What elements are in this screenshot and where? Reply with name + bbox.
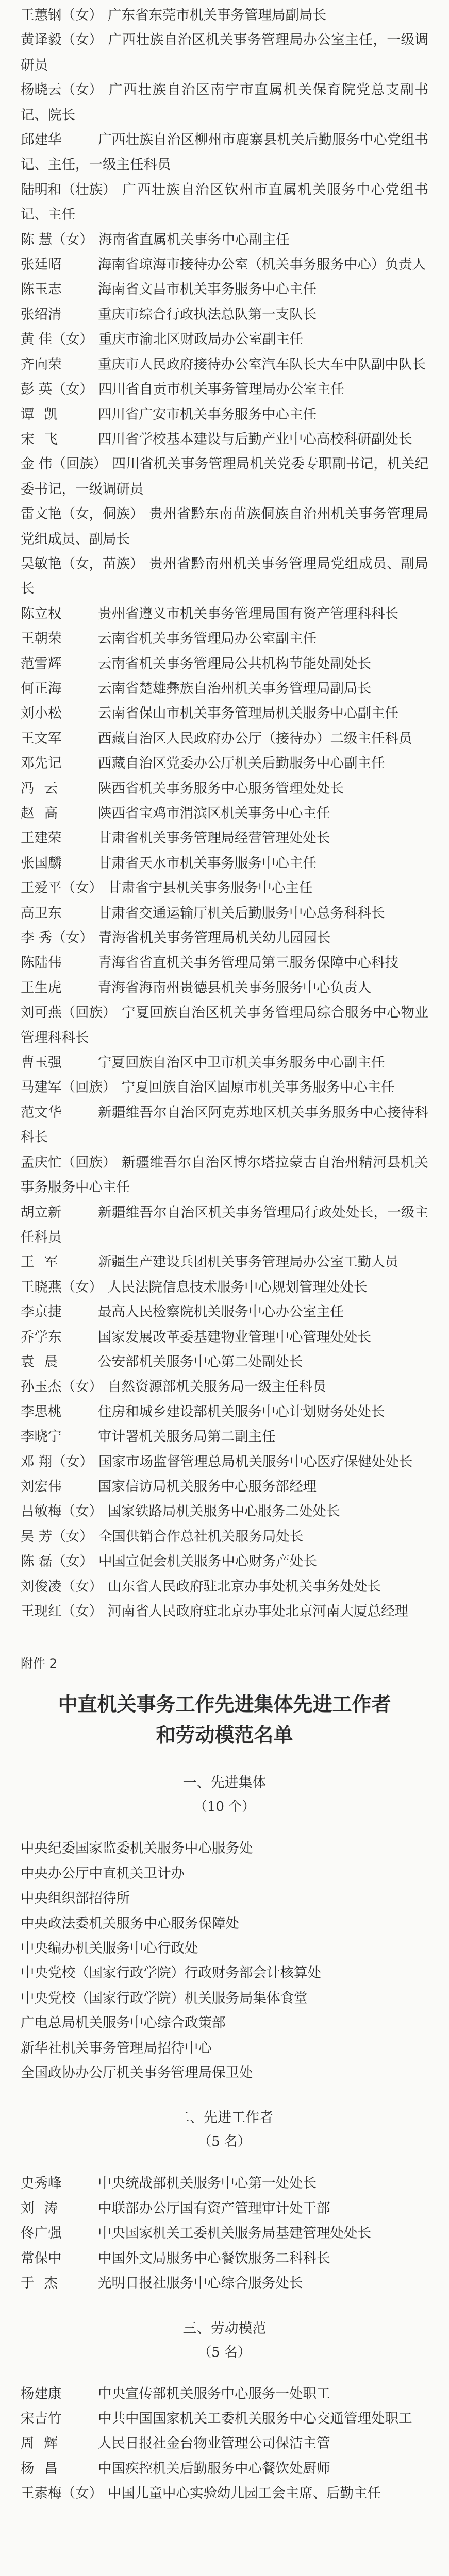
person-title: 陕西省宝鸡市渭滨区机关事务中心主任 [98,805,330,821]
person-name: 陈玉志 [21,281,62,298]
person-name: 马建军（回族） [21,1079,117,1096]
awardee-entry [21,602,428,626]
person-title: 云南省机关事务管理局公共机构节能处副处长 [98,655,371,672]
awardee-entry [21,1050,428,1075]
document-title-line-1: 中直机关事务工作先进集体先进工作者 [58,1693,391,1716]
awardee-entry [21,1001,428,1050]
person-title: 河南省人民政府驻北京办事处北京河南大厦总经理 [108,1603,408,1619]
awardee-entry [21,1150,428,1200]
worker-entry [21,2221,428,2246]
awardee-list [21,3,428,1624]
awardee-entry [21,1400,428,1425]
awardee-entry [21,352,428,377]
awardee-entry [21,427,428,452]
person-title: 甘肃省宁县机关事务服务中心主任 [108,880,313,896]
person-name: 常保中 [21,2250,62,2266]
person-title: 海南省琼海市接待办公室（机关事务服务中心）负责人 [98,257,426,273]
person-title: 国家铁路局机关服务中心服务二处处长 [108,1503,340,1520]
person-title: 光明日报社服务中心综合服务处长 [98,2275,303,2292]
person-name: 陈陆伟 [21,955,62,971]
person-title: 广西壮族自治区南宁市直属机关保育院党总支副书记、院长 [21,82,428,123]
person-title: 中共中国国家机关工委机关服务中心交通管理处职工 [98,2410,412,2427]
person-title: 贵州省黔东南苗族侗族自治州机关事务管理局党组成员、副局长 [21,506,428,547]
person-name: 吴敏艳（女，苗族） [21,555,144,572]
person-title: 中国宣促会机关服务中心财务产处长 [98,1553,317,1570]
awardee-entry [21,1599,428,1624]
person-name: 王 军 [21,1254,61,1270]
collective-unit: 中央组织部招待所 [21,1890,130,1907]
person-title: 西藏自治区人民政府办公厅（接待办）二级主任科员 [98,730,412,747]
person-title: 重庆市人民政府接待办公室汽车队长大车中队副中队长 [98,356,426,372]
person-title: 广西壮族自治区钦州市直属机关服务中心党组书记、主任 [21,181,428,223]
awardee-entry [21,452,428,502]
person-name: 金 伟（回族） [21,456,107,472]
person-name: 刘 涛 [21,2200,61,2216]
awardee-entry [21,1499,428,1524]
person-title: 四川省广安市机关事务服务中心主任 [98,406,317,422]
awardee-entry [21,3,428,28]
annex-label: 附件 2 [21,1656,57,1671]
person-title: 海南省直属机关事务中心副主任 [98,231,290,248]
person-title: 人民法院信息技术服务中心规划管理处处长 [108,1279,368,1295]
awardee-entry [21,1524,428,1549]
awardee-entry [21,28,428,78]
person-name: 吴 芳（女） [21,1528,93,1545]
awardee-entry [21,1250,428,1275]
awardee-entry [21,552,428,602]
person-name: 齐向荣 [21,356,62,372]
person-name: 陈 磊（女） [21,1553,93,1570]
awardee-entry [21,1100,428,1150]
awardee-entry [21,502,428,552]
person-title: 四川省机关事务管理局机关党委专职副书记，机关纪委书记，一级调研员 [21,456,428,497]
awardee-entry [21,1350,428,1375]
awardee-entry [21,801,428,826]
person-title: 国家发展改革委基建物业管理中心管理处处长 [98,1329,371,1345]
awardee-entry [21,652,428,676]
person-title: 新疆维吾尔自治区博尔塔拉蒙古自治州精河县机关事务服务中心主任 [21,1154,428,1196]
section-count-collectives: （10 个） [193,1799,256,1815]
awardee-entry [21,1325,428,1350]
person-name: 王现红（女） [21,1603,103,1619]
person-name: 谭 凯 [21,406,61,422]
collective-unit: 全国政协办公厅机关事务管理局保卫处 [21,2065,253,2081]
person-title: 新疆维吾尔自治区阿克苏地区机关事务服务中心接待科科长 [21,1104,428,1146]
person-name: 王生虎 [21,979,62,996]
person-title: 中央统战部机关服务中心第一处处长 [98,2175,317,2192]
person-title: 海南省文昌市机关事务服务中心主任 [98,281,317,298]
person-name: 袁 晨 [21,1353,61,1370]
awardee-entry [21,178,428,228]
person-title: 贵州省黔南州机关事务管理局党组成员、副局长 [21,555,428,597]
person-name: 胡立新 [21,1204,62,1221]
person-title: 西藏自治区党委办公厅机关后勤服务中心副主任 [98,755,385,772]
person-name: 赵 高 [21,805,61,821]
person-name: 邓先记 [21,755,62,772]
person-title: 云南省楚雄彝族自治州机关事务管理局副局长 [98,680,371,697]
awardee-entry [21,876,428,901]
person-name: 王晓燕（女） [21,1279,103,1295]
section-count-workers: （5 名） [198,2134,251,2150]
person-name: 宋吉竹 [21,2410,62,2427]
person-title: 中国疾控机关后勤服务中心餐饮处厨师 [98,2460,330,2477]
person-title: 青海省海南州贵德县机关事务服务中心负责人 [98,979,371,996]
awardee-entry [21,377,428,402]
awardee-entry [21,277,428,302]
person-name: 宋 飞 [21,431,61,447]
awardee-entry [21,1450,428,1475]
person-name: 王爱平（女） [21,880,103,896]
person-title: 最高人民检察院机关服务中心办公室主任 [98,1304,344,1320]
person-name: 陈立权 [21,605,62,622]
collective-unit: 中央政法委机关服务中心服务保障处 [21,1915,239,1931]
person-title: 重庆市综合行政执法总队第一支队长 [98,306,317,323]
awardee-entry [21,926,428,951]
awardee-entry [21,951,428,975]
person-name: 李京捷 [21,1304,62,1320]
person-title: 青海省省直机关事务管理局第三服务保障中心科技 [98,955,398,971]
section-heading-collectives: 一、先进集体 [182,1775,267,1791]
awardee-entry [21,1475,428,1499]
person-title: 广西壮族自治区柳州市鹿寨县机关后勤服务中心党组书记、主任，一级主任科员 [21,132,428,173]
labor-model-entry [21,2382,428,2406]
person-title: 公安部机关服务中心第二处副处长 [98,1353,303,1370]
labor-model-entry [21,2406,428,2431]
person-title: 云南省机关事务管理局办公室副主任 [98,631,317,647]
person-name: 王朝荣 [21,631,62,647]
worker-entry [21,2246,428,2271]
person-title: 自然资源部机关服务局一级主任科员 [108,1379,326,1395]
person-name: 陆明和（壮族） [21,181,117,198]
person-name: 李思桃 [21,1403,62,1420]
person-name: 邱建华 [21,132,62,148]
person-name: 史秀峰 [21,2175,62,2192]
person-title: 新疆维吾尔自治区机关事务管理局行政处处长，一级主任科员 [21,1204,428,1245]
person-name: 黄译毅（女） [21,32,103,48]
person-name: 曹玉强 [21,1055,62,1071]
person-title: 宁夏回族自治区机关事务管理局综合服务中心物业管理科科长 [21,1005,428,1046]
person-title: 宁夏回族自治区固原市机关事务服务中心主任 [121,1079,395,1096]
annex-2 [21,1652,428,2506]
person-title: 重庆市渝北区财政局办公室副主任 [98,331,304,348]
person-name: 何正海 [21,680,62,697]
awardee-entry [21,1574,428,1599]
labor-model-entry [21,2481,428,2506]
awardee-entry [21,78,428,128]
person-title: 宁夏回族自治区中卫市机关事务服务中心副主任 [98,1055,385,1071]
collective-unit: 中央办公厅中直机关卫计办 [21,1865,185,1882]
person-title: 中央宣传部机关服务中心服务一处职工 [98,2385,330,2402]
person-title: 住房和城乡建设部机关服务中心计划财务处处长 [98,1403,385,1420]
person-name: 邓 翔（女） [21,1453,93,1470]
awardee-entry [21,676,428,701]
collective-unit: 中央党校（国家行政学院）机关服务局集体食堂 [21,1990,308,2006]
person-title: 云南省保山市机关事务管理局机关服务中心副主任 [98,705,398,722]
awardee-entry [21,1300,428,1325]
awardee-entry [21,1200,428,1250]
person-title: 广西壮族自治区机关事务管理局办公室主任，一级调研员 [21,32,428,73]
person-name: 杨 昌 [21,2460,61,2477]
person-title: 中联部办公厅国有资产管理审计处干部 [98,2200,330,2216]
person-name: 张廷昭 [21,257,62,273]
document-title-line-2: 和劳动模范名单 [156,1724,293,1747]
worker-entry [21,2171,428,2196]
person-title: 山东省人民政府驻北京办事处机关事务处处长 [108,1578,381,1595]
person-title: 人民日报社金台物业管理公司保洁主管 [98,2435,330,2452]
collective-unit: 中央党校（国家行政学院）行政财务部会计核算处 [21,1965,321,1981]
person-title: 中央国家机关工委机关服务局基建管理处处长 [98,2225,371,2242]
person-title: 甘肃省交通运输厅机关后勤服务中心总务科科长 [98,905,385,921]
worker-entry [21,2196,428,2221]
person-title: 四川省自贡市机关事务管理局办公室主任 [98,381,344,398]
person-name: 李 秀（女） [21,930,93,946]
person-title: 国家信访局机关服务中心服务部经理 [98,1478,317,1495]
collective-unit: 中央纪委国家监委机关服务中心服务处 [21,1840,253,1857]
labor-model-entry [21,2456,428,2481]
awardee-entry [21,327,428,352]
person-name: 刘可燕（回族） [21,1005,117,1021]
awardee-entry [21,1425,428,1449]
person-name: 张国麟 [21,855,62,871]
awardee-entry [21,826,428,851]
person-name: 范雪辉 [21,655,62,672]
section-count-models: （5 名） [198,2344,251,2360]
section-heading-models: 三、劳动模范 [182,2320,267,2336]
person-title: 甘肃省天水市机关事务服务中心主任 [98,855,317,871]
awardee-entry [21,976,428,1001]
person-name: 张绍清 [21,306,62,323]
person-name: 冯 云 [21,780,61,796]
document-title [21,1689,428,1751]
person-name: 高卫东 [21,905,62,921]
awardee-entry [21,252,428,277]
person-name: 杨晓云（女） [21,82,103,98]
person-name: 雷文艳（女，侗族） [21,506,144,522]
collective-unit: 新华社机关事务管理局招待中心 [21,2040,212,2056]
person-title: 新疆生产建设兵团机关事务管理局办公室工勤人员 [98,1254,398,1270]
person-name: 吕敏梅（女） [21,1503,103,1520]
person-name: 刘宏伟 [21,1478,62,1495]
person-name: 杨建康 [21,2385,62,2402]
person-name: 李晓宁 [21,1429,62,1445]
person-name: 范文华 [21,1104,62,1121]
person-name: 佟广强 [21,2225,62,2242]
person-name: 彭 英（女） [21,381,93,398]
labor-model-list [21,2382,428,2506]
person-name: 乔学东 [21,1329,62,1345]
worker-entry [21,2271,428,2296]
awardee-entry [21,1549,428,1574]
person-name: 王蕙钢（女） [21,7,103,23]
person-title: 甘肃省机关事务管理局经营管理处处长 [98,830,330,846]
collective-unit: 中央编办机关服务中心行政处 [21,1940,198,1957]
worker-list [21,2171,428,2296]
section-heading-workers: 二、先进工作者 [176,2110,273,2126]
awardee-entry [21,726,428,751]
person-name: 王建荣 [21,830,62,846]
person-title: 贵州省遵义市机关事务管理局国有资产管理科科长 [98,605,398,622]
person-name: 孙玉杰（女） [21,1379,103,1395]
person-name: 刘俊凌（女） [21,1578,103,1595]
person-title: 广东省东莞市机关事务管理局副局长 [108,7,326,23]
person-title: 国家市场监督管理总局机关服务中心医疗保健处处长 [98,1453,413,1470]
person-name: 王文军 [21,730,62,747]
person-name: 于 杰 [21,2275,61,2292]
awardee-entry [21,701,428,726]
awardee-entry [21,1275,428,1300]
collective-list [21,1836,428,2086]
person-name: 孟庆忙（回族） [21,1154,117,1171]
awardee-entry [21,128,428,178]
person-title: 陕西省机关事务服务中心服务管理处处长 [98,780,344,796]
awardee-entry [21,901,428,926]
person-name: 王素梅（女） [21,2485,103,2502]
awardee-entry [21,302,428,327]
person-title: 全国供销合作总社机关服务局处长 [98,1528,304,1545]
person-name: 黄 佳（女） [21,331,93,348]
person-title: 中国儿童中心实验幼儿园工会主席、后勤主任 [108,2485,381,2502]
labor-model-entry [21,2431,428,2456]
person-title: 审计署机关服务局第二副主任 [98,1429,276,1445]
awardee-entry [21,402,428,427]
person-name: 刘小松 [21,705,62,722]
person-title: 青海省机关事务管理局机关幼儿园园长 [98,930,331,946]
person-title: 中国外文局服务中心餐饮服务二科科长 [98,2250,330,2266]
person-title: 四川省学校基本建设与后勤产业中心高校科研副处长 [98,431,412,447]
awardee-entry [21,626,428,651]
awardee-entry [21,751,428,776]
person-name: 陈 慧（女） [21,231,93,248]
awardee-entry [21,851,428,876]
awardee-entry [21,228,428,252]
awardee-entry [21,776,428,801]
awardee-entry [21,1075,428,1100]
collective-unit: 广电总局机关服务中心综合政策部 [21,2015,226,2031]
person-name: 周 辉 [21,2435,61,2452]
awardee-entry [21,1375,428,1399]
